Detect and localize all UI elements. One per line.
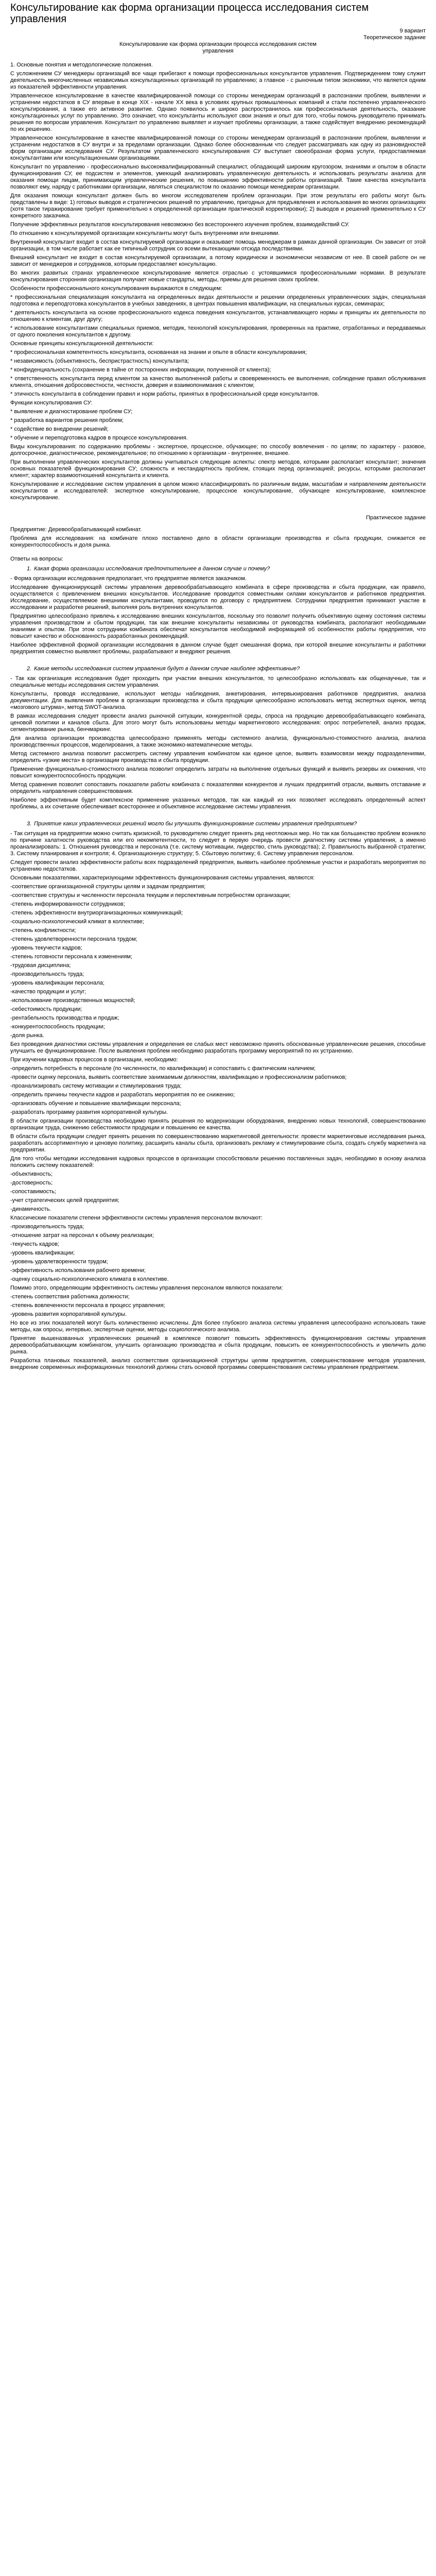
theory-body [10, 71, 426, 501]
answer-paragraph: В области сбыта продукции следует принять решения по совершенствованию маркетинговой деятельности: провести маркетинговые исследования рынка, разработать ассортиментную и ценовую политику, расширить каналы сбыта, организовать рекламу и стимулирование сбыта, создать службу маркетинга на предприятии. [10, 1133, 426, 1153]
theory-paragraph: Для оказания помощи консультант должен быть во многом исследователем проблем организации. При этом результаты его работы могут быть представлены в виде: 1) готовых выводов и стратегических решений по управлению, пригодных для предъявления и использования во многих организациях (хотя такое тиражирование требует применительно к определенной организации практической корректировки); 2) выводов и решений применительно к СУ конкретного заказчика. [10, 193, 426, 219]
theory-paragraph: По отношению к консультируемой организации консультанты могут быть внутренними или внешними. [10, 230, 280, 236]
answer-paragraph: В рамках исследования следует провести анализ рыночной ситуации, конкурентной среды, спроса на продукцию деревообрабатывающего комбината, ценовой политики и каналов сбыта. Для этого могут быть использованы методы маркетингового исследования: опрос потребителей, анализ продаж, сегментирование рынка, бенчмаркинг. [10, 713, 426, 733]
theory-paragraph: * использование консультантами специальных приемов, методик, технологий консультирования, проверенных на практике, отработанных и передаваемых от одного поколения консультантов к другому. [10, 325, 426, 338]
theory-paragraph: * ответственность консультанта перед клиентом за качество выполненной работы и своевременность ее выполнения, соблюдение правил обслуживания клиента, отношения добросовестности, честности, доверия и взаимопонимания с клиентом; [10, 376, 426, 388]
theory-paragraph: Основные принципы консультационной деятельности: [10, 341, 154, 347]
theory-paragraph: С усложнением СУ менеджеры организаций все чаще прибегают к помощи профессиональных консультантов управления. Подтверждением тому служит деятельность многочисленных независимых консультационных организаций по управлению; а главное - с рыночным типом экономики, что является одним из показателей эффективности управления. [10, 71, 426, 90]
answer-paragraph: -качество продукции и услуг; [10, 989, 86, 995]
answer-paragraph: -конкурентоспособность продукции; [10, 1024, 105, 1030]
answer-paragraph: Метод системного анализа позволит рассмотреть систему управления комбинатом как единое целое, выявить взаимосвязи между подразделениями, определить «узкие места» в организации производства и сбыта продукции. [10, 751, 426, 764]
theory-paragraph: Внешний консультант не входит в состав консультируемой организации, а потому юридически и экономически независим от нее. В своей работе он не зависит от менеджеров и сотрудников, которым предоставляет консультацию. [10, 255, 426, 267]
page-title: Консультирование как форма организации процесса исследования систем управления [10, 2, 369, 25]
answer-paragraph: Применение функционально-стоимостного анализа позволит определить затраты на выполнение отдельных функций и выявить резервы их снижения, что повысит конкурентоспособность продукции. [10, 766, 426, 779]
answer-paragraph: -эффективность использования рабочего времени; [10, 1267, 146, 1274]
answer-paragraph: -сопоставимость; [10, 1189, 57, 1195]
answer-paragraph: -текучесть кадров; [10, 1241, 60, 1247]
answer-paragraph: -уровень удовлетворенности трудом; [10, 1259, 108, 1265]
enterprise-line: Предприятие: Деревообрабатывающий комбинат. [10, 527, 142, 533]
answer-paragraph: -степень удовлетворенности персонала трудом; [10, 936, 137, 942]
answer-paragraph: -трудовая дисциплина; [10, 962, 71, 969]
answer-paragraph: -соответствие структуры и численности персонала текущим и перспективным потребностям организации; [10, 892, 291, 899]
answer-paragraph: -использование производственных мощностей; [10, 997, 135, 1004]
answer-paragraph: -доля рынка. [10, 1032, 44, 1039]
question-text: Какие методы исследования систем управления будут в данном случае наиболее эффективные? [34, 666, 300, 672]
theory-paragraph: Виды консультирования: по содержанию проблемы - экспертное, процессное, обучающее; по способу вовлечения - по целям; по характеру - разовое, долгосрочное, диагностическое, рекомендательное; по отношению к организации - внутреннее, внешнее. [10, 444, 426, 456]
theory-paragraph: Получение эффективных результатов консультирования невозможно без всестороннего изучения проблем, взаимодействий СУ. [10, 222, 350, 228]
answer-paragraph: -провести оценку персонала, выявить соответствие занимаемым должностям, квалификацию и профессионализм работников; [10, 1074, 347, 1080]
theory-paragraph: * конфиденциальность (сохранение в тайне от посторонних информации, полученной от клиента); [10, 367, 271, 373]
theory-paragraph: Консультант по управлению - профессионально высококвалифицированный специалист, обладающий широким кругозором, знаниями и опытом в области функционирования СУ, ее подсистем и элементов, умеющий анализировать управленческую деятельность и использовать результаты анализа для оказания помощи лицам, принимающим управленческие решения, по повышению эффективности работы организаций. Такие качества консультанта позволяют ему, наряду с работниками организации, являться специалистом по оказанию помощи менеджерам организации. [10, 164, 426, 190]
answer-paragraph: -степень информированности сотрудников; [10, 901, 125, 907]
topic-line-2: управления [202, 48, 234, 54]
answer-paragraph: -рентабельность производства и продаж; [10, 1015, 119, 1021]
answer-paragraph: Метод сравнения позволит сопоставить показатели работы комбината с показателями конкурентов и лучших предприятий отрасли, выявить отставание и определить направления совершенствования. [10, 782, 426, 794]
answer-paragraph: Помимо этого, определяющим эффективность системы управления персоналом являются показатели: [10, 1285, 283, 1291]
theory-paragraph: * профессиональная специализация консультанта на определенных видах деятельности и решении определенных управленческих задач, специальная подготовка и переподготовка консультантов в учебных заведениях, в центрах повышения квалификации, на специальных курсах, семинарах; [10, 294, 426, 307]
theory-paragraph: Консультирование и исследование систем управления в целом можно классифицировать по различным видам, масштабам и направлениям деятельности консультантов и исследователей: экспертное консультирование, процессное консультирование, обучающее консультирование, комплексное консультирование. [10, 481, 426, 501]
theory-paragraph: * содействие во внедрении решений; [10, 426, 109, 432]
answer-paragraph: Предприятию целесообразно привлечь к исследованию внешних консультантов, поскольку это позволит получить объективную оценку состояния системы управления производством и сбытом продукции, так как внешние консультанты независимы от руководства комбината, располагают необходимыми знаниями и опытом. При этом сотрудники комбината обеспечат консультантов необходимой информацией об особенностях работы предприятия, что повысит качество и обоснованность разработанных рекомендаций. [10, 613, 426, 639]
answer-paragraph: Основными показателями, характеризующими эффективность функционирования системы управления, являются: [10, 875, 315, 881]
question-text: Какая форма организации исследования предпочтительнее в данном случае и почему? [34, 566, 270, 572]
theory-paragraph: Особенности профессионального консультирования выражаются в следующем: [10, 285, 222, 292]
answer-paragraph: - Так ситуация на предприятии можно считать кризисной, то руководителю следует принять ряд неотложных мер. Но так как большинство проблем возникло по причине халатности руководства или его некомпетентности, то следует в первую очередь провести диагностику системы управления, а именно проанализировать: 1. Отношения руководства и персонала (т.е. систему мотивации, лидерство, стиль руководства); 2. Правильность выбранной стратегии; 3. Систему планирования и контроля; 4. Организационную структуру; 5. Сбытовую политику; 6. Систему управления персоналом. [10, 831, 426, 857]
problem-line: Проблема для исследования: на комбинате плохо поставлено дело в области организации производства и сбыта продукции, снижается ее конкурентоспособность и доля рынка. [10, 535, 426, 548]
theory-paragraph: * обучение и переподготовка кадров в процессе консультирования. [10, 435, 188, 441]
question-2 [27, 666, 426, 672]
answer-paragraph: - Форма организации исследования предполагает, что предприятие является заказчиком. [10, 575, 247, 582]
theory-task-label: Теоретическое задание [363, 35, 426, 41]
answer-paragraph: -уровень развития корпоративной культуры. [10, 1311, 127, 1317]
answer-paragraph: - Так как организация исследования будет проходить при участии внешних консультантов, то целесообразно использовать как общенаучные, так и специальные методы исследования систем управления. [10, 675, 426, 688]
answer-paragraph: -степень готовности персонала к изменениям; [10, 954, 133, 960]
answer-paragraph: Разработка плановых показателей, анализ соответствия организационной структуры целям предприятия, совершенствование методов управления, внедрение современных информационных технологий должны стать основой программы совершенствования системы управления предприятием. [10, 1358, 426, 1370]
answer-paragraph: -степень вовлеченности персонала в процесс управления; [10, 1302, 165, 1309]
theory-paragraph: При выполнении управленческих консультантов должны учитываться следующие аспекты: спектр методов, которыми располагает консультант; значения основных показателей функционирования СУ; сложность и нестандартность проблем, стоящих перед организацией; ресурсы, которыми располагает клиент; характер взаимоотношений консультанта и клиента. [10, 459, 426, 479]
answer-paragraph: -определить причины текучести кадров и разработать мероприятия по ее снижению; [10, 1092, 235, 1098]
theory-paragraph: * разработка вариантов решения проблем; [10, 417, 124, 423]
theory-paragraph: * независимость (объективность, беспристрастность) консультанта; [10, 358, 189, 364]
answer-paragraph: -достоверность; [10, 1180, 53, 1186]
theory-paragraph: Внутренний консультант входит в состав консультируемой организации и оказывает помощь менеджерам в рамках данной организации. Он зависит от этой организации, в том числе работает как ее типичный сотрудник со всеми вытекающими отсюда последствиями. [10, 239, 426, 252]
answer-paragraph: Для того чтобы методики исследования кадровых процессов в организации способствовали решению поставленных задач, необходимо в основу анализа положить систему показателей: [10, 1156, 426, 1168]
answer-paragraph: -учет стратегических целей предприятия; [10, 1197, 119, 1204]
answer-paragraph: Наиболее эффективной формой организации исследования в данном случае будет смешанная форма, при которой внешние консультанты и работники предприятия совместно выявляют проблемы, разрабатывают и внедряют решения. [10, 642, 426, 655]
answer-paragraph: -уровень квалификации персонала; [10, 980, 104, 986]
answer-paragraph: Принятие вышеназванных управленческих решений в комплексе позволит повысить эффективность функционирования системы управления деревообрабатывающим комбинатом, улучшить организацию производства и сбыта продукции, повысить ее конкурентоспособность и увеличить долю рынка. [10, 1335, 426, 1355]
topic-heading [10, 41, 426, 55]
variant-label: 9 вариант [399, 28, 426, 34]
answer-paragraph: Для анализа организации производства целесообразно применять методы системного анализа, функционально-стоимостного анализа, анализа производственных процессов, моделирования, а также экономико-математические методы. [10, 735, 426, 748]
theory-paragraph: Управленческое консультирование в качестве квалифицированной помощи со стороны менеджерам организаций в распознании проблем, выявлении и устранении недостатков в СУ впервые в конце XIX - начале ХХ века в условиях крупных промышленных компаний и стали постепенно управленческого консультирования, а также его активное развитие. Однако появилось и широко распространилось как профессиональная деятельность, оказание консультационных услуг по управлению. Это означает, что консультанты используют свои знания и опыт для того, чтобы помочь руководителю принимать решения по вопросам управления. Консультант по управлению выявляет и изучает проблемы организации, а также содействует внедрению рекомендаций по их решению. [10, 93, 426, 132]
question-3 [27, 821, 426, 827]
topic-line-1: Консультирование как форма организации процесса исследования систем [119, 41, 317, 47]
question-number: 3. [27, 821, 32, 827]
answer-paragraph: -организовать обучение и повышение квалификации персонала; [10, 1100, 181, 1107]
answer-paragraph: Консультанты, проводя исследование, используют методы наблюдения, анкетирования, интервьюирования работников предприятия, анализа документации. Для выявления проблем в организации производства и сбыта продукции целесообразно использовать метод экспертных оценок, метод «мозгового штурма», метод SWOT-анализа. [10, 691, 426, 710]
answer-paragraph: Классические показатели степени эффективности системы управления персоналом включают: [10, 1215, 263, 1221]
theory-paragraph: * профессиональная компетентность консультанта, основанная на знании и опыте в области консультирования; [10, 349, 307, 355]
theory-section-heading: 1. Основные понятия и методологические положения. [10, 62, 153, 68]
answer-paragraph: -определить потребность в персонале (по численности, по квалификации) и сопоставить с фактическим наличием; [10, 1065, 316, 1072]
answer-paragraph: -оценку социально-психологического климата в коллективе. [10, 1276, 169, 1282]
question-text: Принятие каких управленческих решений могло бы улучшить функционирование системы управления предприятием? [34, 821, 357, 827]
answer-paragraph: -социально-психологический климат в коллективе; [10, 919, 144, 925]
answer-paragraph: -отношение затрат на персонал к объему реализации; [10, 1232, 154, 1239]
answer-paragraph: В области организации производства необходимо принять решения по модернизации оборудования, внедрению новых технологий, совершенствованию организации труда, снижению себестоимости продукции и повышению ее качества. [10, 1118, 426, 1131]
answer-paragraph: -объективность; [10, 1171, 53, 1177]
answer-paragraph: -степень эффективности внутриорганизационных коммуникаций; [10, 910, 183, 916]
answer-paragraph: При изучении кадровых процессов в организации, необходимо: [10, 1057, 178, 1063]
answer-paragraph: Наиболее эффективным будет комплексное применение указанных методов, так как каждый из них позволяет исследовать определенный аспект проблемы, а их сочетание обеспечивает всестороннее и объективное исследование системы управления. [10, 797, 426, 810]
practice-task-label: Практическое задание [366, 515, 426, 521]
answer-paragraph: -себестоимость продукции; [10, 1006, 82, 1012]
question-1 [27, 566, 426, 572]
questions-body [10, 566, 426, 1378]
answer-paragraph: -соответствие организационной структуры целям и задачам предприятия; [10, 884, 206, 890]
theory-paragraph: * этичность консультанта в соблюдении правил и норм работы, принятых в профессиональной среде консультантов. [10, 391, 319, 397]
answer-paragraph: -разработать программу развития корпоративной культуры. [10, 1109, 168, 1115]
answer-paragraph: -проанализировать систему мотивации и стимулирования труда; [10, 1083, 182, 1089]
theory-paragraph: Управленческое консультирование в качестве квалифицированной помощи со стороны менеджерам организаций в распознании проблем, выявлении и устранении недостатков в СУ внутри и за пределами организации. Однако более обоснованным что следует рассматривать как одну из разновидностей форм организации исследования СУ. Результатом управленческого консультирования СУ выступает своеобразная форма услуги, предоставляемая консультантами или консультационными организациями. [10, 135, 426, 161]
answer-paragraph: Без проведения диагностики системы управления и определения ее слабых мест невозможно принять обоснованные управленческие решения, способные улучшить ее функционирование. После выявления проблем необходимо разработать программу мероприятий по их устранению. [10, 1041, 426, 1054]
answers-heading: Ответы на вопросы: [10, 556, 63, 562]
theory-paragraph: Во многих развитых странах управленческое консультирование является отраслью с устоявшимися профессиональными нормами. В результате консультирования сторонняя организация получает новые стандарты, методы, приемы для решения своих проблем. [10, 270, 426, 283]
theory-paragraph: * деятельность консультанта на основе профессионального кодекса поведения консультантов, устанавливающего нормы и принципы их деятельности по отношению к клиентам, друг другу; [10, 310, 426, 323]
theory-paragraph: Функции консультирования СУ: [10, 400, 93, 406]
answer-paragraph: Но все из этих показателей могут быть количественно исчислены. Для более глубокого анализа системы управления целесообразно использовать такие методы, как опросы, интервью, экспертные оценки, методы социологического анализа. [10, 1320, 426, 1333]
answer-paragraph: -производительность труда; [10, 1224, 84, 1230]
answer-paragraph: -динамичность. [10, 1206, 51, 1212]
theory-paragraph: * выявление и диагностирование проблем СУ; [10, 409, 133, 415]
answer-paragraph: -производительность труда; [10, 971, 84, 977]
answer-paragraph: -уровень текучести кадров; [10, 945, 82, 951]
question-number: 1. [27, 566, 32, 572]
answer-paragraph: -уровень квалификации; [10, 1250, 75, 1256]
answer-paragraph: -степень конфликтности; [10, 927, 76, 934]
question-number: 2. [27, 666, 32, 672]
answer-paragraph: Исследование функционирующей системы управления деревообрабатывающего комбината в сфере производства и сбыта продукции, как правило, осуществляется с привлечением внешних консультантов. Исследование проводится совместными силами консультантов и работников предприятия. Исследование, осуществляемое внешними консультантами, проводится по договору с предприятием. Сотрудники предприятия принимают участие в исследовании и разработке решений, выполняя роль внутренних консультантов. [10, 584, 426, 611]
answer-paragraph: -степень соответствия работника должности; [10, 1294, 130, 1300]
answer-paragraph: Следует провести анализ эффективности работы всех подразделений предприятия, выявить наиболее проблемные участки и разработать мероприятия по устранению недостатков. [10, 859, 426, 872]
